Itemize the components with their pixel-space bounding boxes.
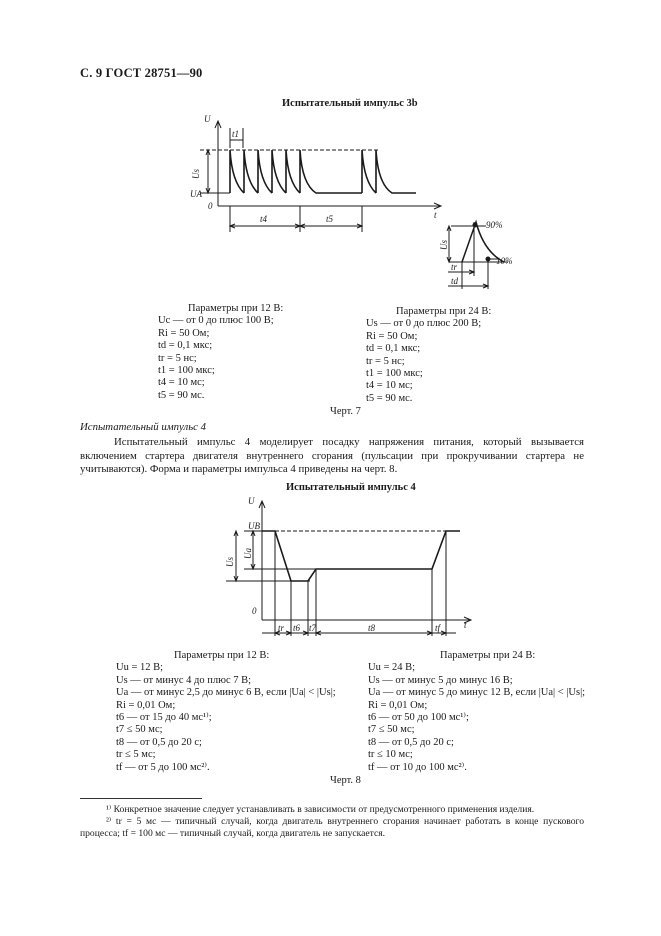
axis-label-t: t [464, 620, 467, 630]
param-line: t6 — от 50 до 100 мс¹⁾; [368, 712, 469, 724]
params-24v-pulse-4 [368, 650, 586, 774]
param-line: t7 ≤ 50 мс; [368, 724, 415, 736]
label-ub: UB [248, 521, 260, 531]
label-t4: t4 [260, 214, 268, 224]
label-tr: tr [451, 262, 458, 272]
section-paragraph: Испытательный импульс 4 моделирует посадку напряжения питания, который вызывается включением стартера двигателя внутреннего сгорания (пульсации при прокручивании стартера не учитываются). Форма и параметры импульса 4 приведены на черт. 8. [80, 436, 584, 475]
param-line: Us — от минус 5 до минус 16 В; [368, 674, 513, 686]
label-t6: t6 [293, 623, 301, 633]
params-heading: Параметры при 24 В: [440, 650, 536, 661]
axis-label-zero: 0 [252, 606, 257, 616]
param-line: Uu = 12 В; [116, 662, 164, 674]
figure-caption-7: Черт. 7 [330, 406, 361, 417]
label-10-percent: 10% [496, 256, 513, 266]
param-line: Uu = 24 В; [368, 662, 416, 674]
page-header: С. 9 ГОСТ 28751—90 [80, 66, 203, 80]
param-line: tr = 5 нс; [366, 355, 405, 367]
label-ua: UA [190, 189, 202, 199]
param-line: td = 0,1 мкс; [366, 343, 421, 355]
params-heading: Параметры при 12 В: [174, 650, 270, 661]
label-tr: tr [278, 623, 285, 633]
label-us: Us [191, 168, 201, 179]
param-line: t7 ≤ 50 мс; [116, 724, 163, 736]
label-td: td [451, 276, 459, 286]
axis-label-u: U [248, 496, 255, 506]
param-line: Ri = 50 Ом; [158, 327, 210, 339]
param-line: Us — от минус 4 до плюс 7 В; [116, 674, 252, 686]
section-heading: Испытательный импульс 4 [80, 421, 207, 433]
param-line: Ri = 0,01 Ом; [368, 699, 428, 711]
axis-label-u: U [204, 114, 211, 124]
footnote-2: ²⁾ tr = 5 мс — типичный случай, когда двигатель внутреннего сгорания начинает работать в конце пускового процесса; tf = 100 мс — типичный случай, когда двигатель не запускается. [80, 816, 584, 839]
label-90-percent: 90% [486, 220, 503, 230]
param-line: t1 = 100 мкс; [158, 365, 215, 377]
figure-caption-8: Черт. 8 [330, 775, 361, 786]
param-line: td = 0,1 мкс; [158, 340, 213, 352]
param-line: t8 — от 0,5 до 20 с; [116, 736, 202, 748]
label-tf: tf [435, 623, 441, 633]
footnote-1: ¹⁾ Конкретное значение следует устанавливать в зависимости от предусмотренного применения изделия. [106, 804, 535, 815]
params-heading: Параметры при 24 В: [396, 306, 492, 317]
label-t5: t5 [326, 214, 334, 224]
param-line: Uc — от 0 до плюс 100 В; [158, 315, 274, 327]
label-us: Us [225, 556, 235, 567]
param-line: tr ≤ 5 мс; [116, 749, 156, 761]
param-line: t1 = 100 мкс; [366, 368, 423, 380]
param-line: t5 = 90 мс. [366, 392, 413, 404]
param-line: t6 — от 15 до 40 мс¹⁾; [116, 712, 212, 724]
param-line: tf — от 10 до 100 мс²⁾. [368, 761, 467, 773]
label-t7: t7 [309, 623, 317, 633]
label-t1: t1 [232, 129, 240, 139]
param-line: Ri = 50 Ом; [366, 330, 418, 342]
figure-title-pulse-3b: Испытательный импульс 3b [282, 98, 418, 109]
param-line: Ua — от минус 5 до минус 12 В, если |Ua| < |Us|; [368, 687, 586, 699]
label-t8: t8 [368, 623, 376, 633]
params-heading: Параметры при 12 В: [188, 303, 284, 314]
param-line: t4 = 10 мс; [158, 377, 205, 389]
param-line: tr = 5 нс; [158, 352, 197, 364]
param-line: t4 = 10 мс; [366, 380, 413, 392]
param-line: tr ≤ 10 мс; [368, 749, 413, 761]
figure-title-pulse-4: Испытательный импульс 4 [286, 482, 416, 493]
label-inset-us: Us [439, 239, 449, 250]
footnote-divider [80, 798, 202, 799]
param-line: tf — от 5 до 100 мс²⁾. [116, 761, 210, 773]
param-line: t5 = 90 мс. [158, 389, 205, 401]
params-12v-pulse-4 [116, 650, 336, 774]
axis-label-zero: 0 [208, 201, 213, 211]
param-line: t8 — от 0,5 до 20 с; [368, 736, 454, 748]
param-line: Us — от 0 до плюс 200 В; [366, 318, 482, 330]
param-line: Ua — от минус 2,5 до минус 6 В, если |Ua| < |Us|; [116, 687, 336, 699]
param-line: Ri = 0,01 Ом; [116, 699, 176, 711]
label-ua: Ua [243, 548, 253, 559]
axis-label-t: t [434, 210, 437, 220]
